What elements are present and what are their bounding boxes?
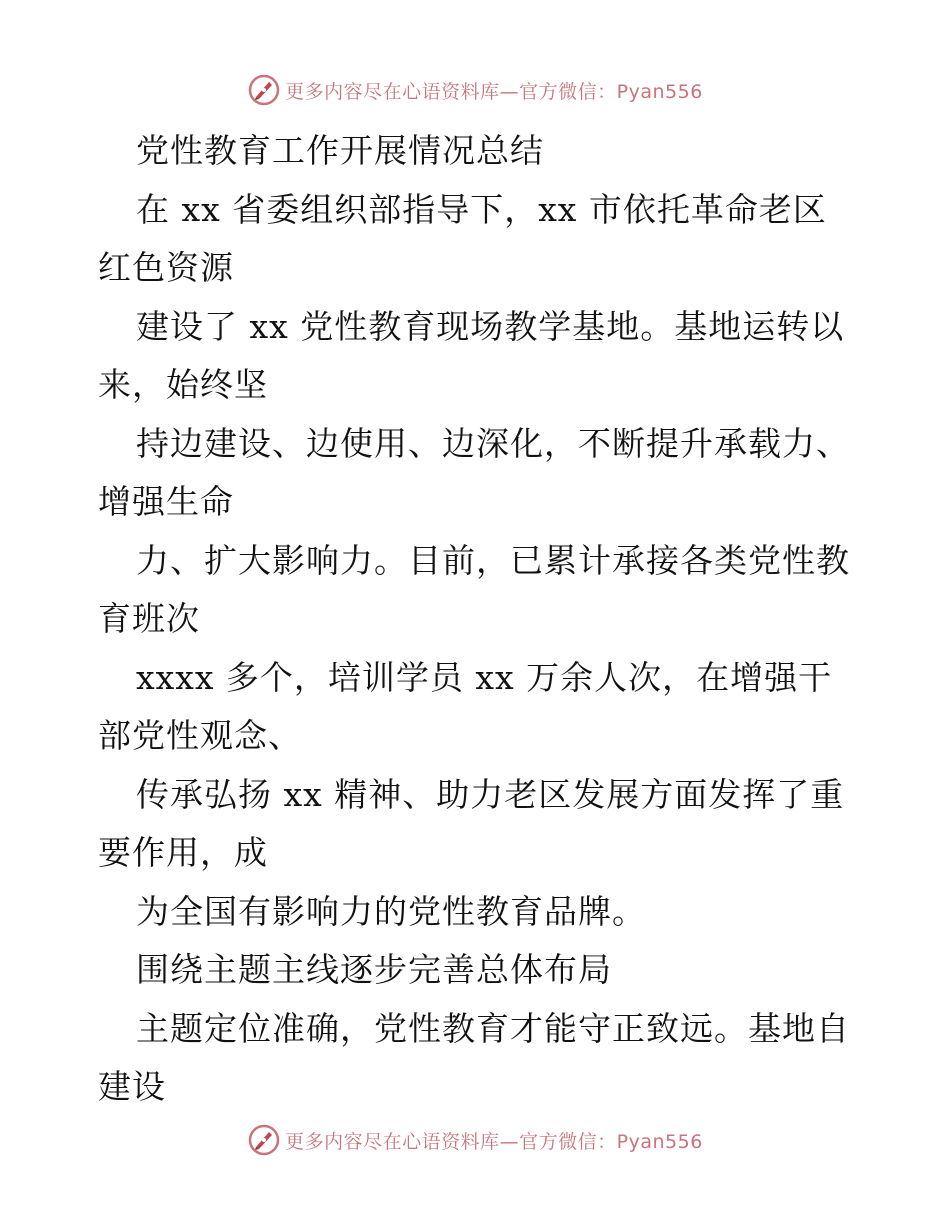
footer-banner [0, 1118, 950, 1162]
paragraph-line: 育班次 [98, 599, 200, 638]
paragraph-line: 要作用，成 [98, 833, 268, 872]
quill-pen-logo-icon [247, 73, 281, 107]
section-heading: 围绕主题主线逐步完善总体布局 [136, 950, 612, 989]
quill-pen-logo-icon [247, 1123, 281, 1157]
header-banner-text: 更多内容尽在心语资料库—官方微信：Pyan556 [285, 80, 703, 103]
paragraph-line: 红色资源 [98, 248, 234, 287]
document-title: 党性教育工作开展情况总结 [136, 131, 544, 170]
paragraph-line: 部党性观念、 [98, 716, 302, 755]
paragraph-line: 主题定位准确，党性教育才能守正致远。基地自 [136, 1008, 850, 1048]
paragraph-line: 建设 [98, 1067, 166, 1106]
header-banner [0, 68, 950, 112]
paragraph-line: 建设了 xx 党性教育现场教学基地。基地运转以 [136, 306, 845, 346]
paragraph-line: 为全国有影响力的党性教育品牌。 [136, 891, 646, 931]
paragraph-line: 传承弘扬 xx 精神、助力老区发展方面发挥了重 [136, 774, 845, 814]
paragraph-line: 增强生命 [98, 482, 234, 521]
paragraph-line: 力、扩大影响力。目前，已累计承接各类党性教 [136, 540, 850, 580]
footer-banner-text: 更多内容尽在心语资料库—官方微信：Pyan556 [285, 1130, 703, 1153]
paragraph-line: 来，始终坚 [98, 365, 268, 404]
paragraph-line: 持边建设、边使用、边深化，不断提升承载力、 [136, 423, 850, 463]
document-body [98, 122, 858, 1117]
paragraph-line: xxxx 多个，培训学员 xx 万余人次，在增强干 [136, 657, 833, 697]
paragraph-line: 在 xx 省委组织部指导下，xx 市依托革命老区 [136, 189, 827, 229]
